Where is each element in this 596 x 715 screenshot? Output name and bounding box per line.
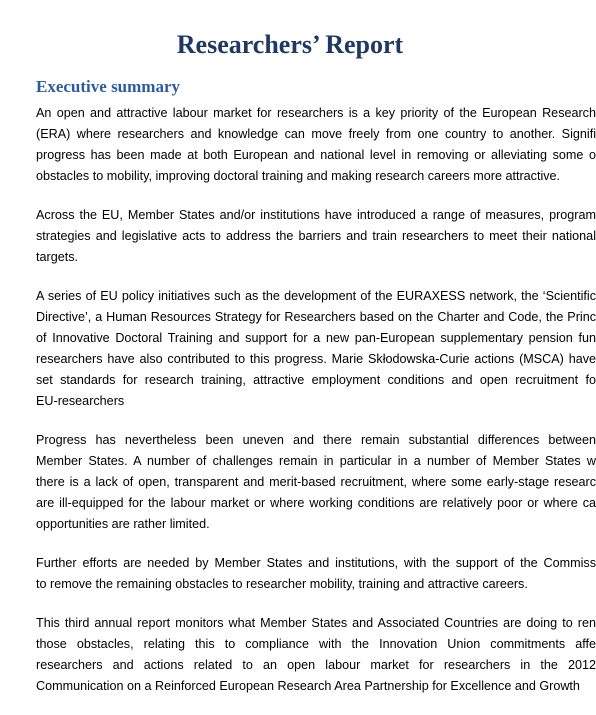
paragraph-line: set standards for research training, attractive employment conditions and open recruitment fo [36, 373, 596, 387]
paragraph-line: Progress has nevertheless been uneven and there remain substantial differences between [36, 433, 596, 447]
paragraph-line: opportunities are rather limited. [36, 517, 210, 531]
paragraph-line: An open and attractive labour market for researchers is a key priority of the European Research [36, 106, 596, 120]
paragraph [36, 613, 596, 697]
paragraph-line: researchers have also contributed to this progress. Marie Skłodowska-Curie actions (MSCA) have [36, 352, 596, 366]
paragraph-line: there is a lack of open, transparent and merit-based recruitment, where some early-stage researc [36, 475, 596, 489]
paragraph-line: Directive’, a Human Resources Strategy for Researchers based on the Charter and Code, the Princ [36, 310, 596, 324]
paragraph-line: of Innovative Doctoral Training and support for a new pan-European supplementary pension fun [36, 331, 596, 345]
paragraph-line: progress has been made at both European and national level in removing or alleviating some o [36, 148, 596, 162]
paragraph-line: Communication on a Reinforced European Research Area Partnership for Excellence and Growth [36, 679, 580, 693]
paragraph-line: those obstacles, relating this to compliance with the Innovation Union commitments affe [36, 637, 596, 651]
page-title: Researchers’ Report [176, 30, 404, 59]
paragraph [36, 205, 596, 268]
paragraph-line: (ERA) where researchers and knowledge can move freely from one country to another. Signifi [36, 127, 596, 141]
section-heading: Executive summary [36, 77, 181, 96]
paragraph-line: strategies and legislative acts to address the barriers and train researchers to meet their national [36, 229, 596, 243]
paragraph-line: targets. [36, 250, 78, 264]
paragraph [36, 430, 596, 535]
paragraph-line: to remove the remaining obstacles to researcher mobility, training and attractive careers. [36, 577, 528, 591]
paragraph-line: A series of EU policy initiatives such as the development of the EURAXESS network, the ‘Scientific [36, 289, 596, 303]
paragraph [36, 103, 596, 187]
paragraph-line: This third annual report monitors what Member States and Associated Countries are doing to ren [36, 616, 596, 630]
paragraph [36, 286, 596, 412]
paragraph-line: are ill-equipped for the labour market or where working conditions are relatively poor or where ca [36, 496, 596, 510]
paragraph-line: Member States. A number of challenges remain in particular in a number of Member States w [36, 454, 596, 468]
body-text [36, 103, 596, 715]
paragraph-line: obstacles to mobility, improving doctoral training and making research careers more attractive. [36, 169, 561, 183]
paragraph [36, 553, 596, 595]
paragraph-line: Further efforts are needed by Member States and institutions, with the support of the Commiss [36, 556, 596, 570]
paragraph-line: EU-researchers [36, 394, 125, 408]
paragraph-line: Across the EU, Member States and/or institutions have introduced a range of measures, program [36, 208, 596, 222]
paragraph-line: researchers and actions related to an open labour market for researchers in the 2012 [36, 658, 596, 672]
